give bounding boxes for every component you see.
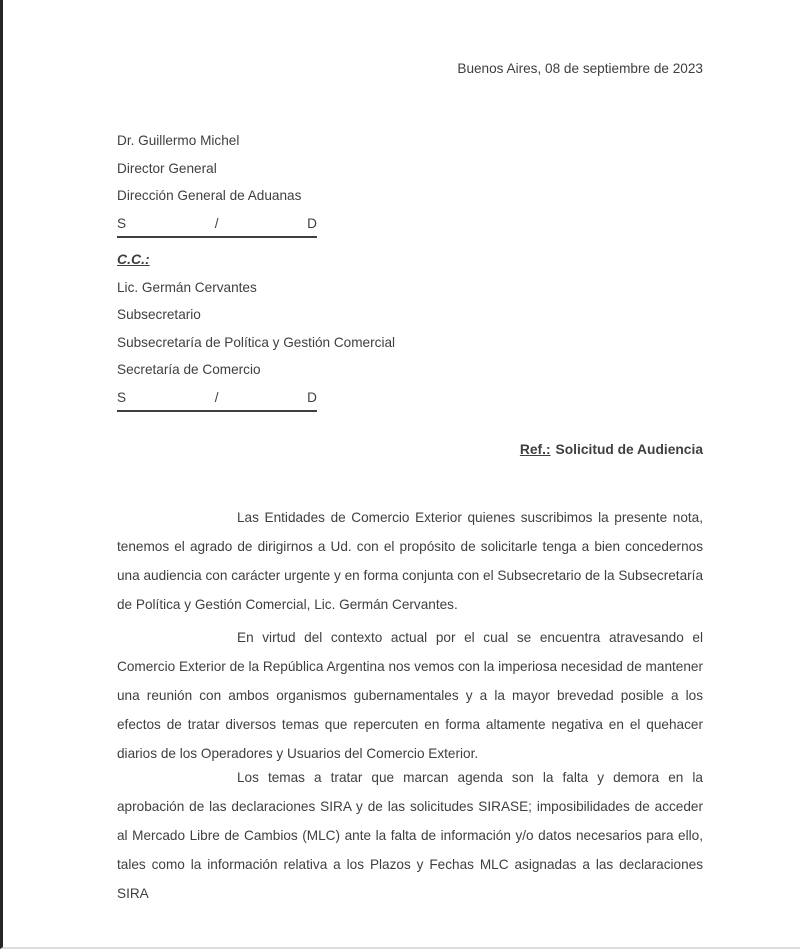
cc-title: Subsecretario: [117, 307, 201, 322]
body-paragraph-2: En virtud del contexto actual por el cual se encuentra atravesando el Comercio Exterior de la República Argentina nos vemos con la imperiosa necesidad de mantener una reunión con ambos organismos gubernamentales y a la mayor brevedad posible a los efectos de tratar diversos temas que repercuten en forma altamente negativa en el quehacer diarios de los Operadores y Usuarios del Comercio Exterior.: [117, 630, 703, 761]
sd-slash: /: [214, 389, 219, 405]
body-paragraph-3: Los temas a tratar que marcan agenda son la falta y demora en la aprobación de las declaraciones SIRA y de las solicitudes SIRASE; imposibilidades de acceder al Mercado Libre de Cambios (MLC) ante la falta de información y/o datos necesarios para ello, tales como la información relativa a los Plazos y Fechas MLC asignadas a las declaraciones SIRA: [117, 770, 703, 901]
cc-secretariat: Secretaría de Comercio: [117, 362, 261, 377]
sd-d: D: [307, 389, 317, 405]
sd-line: [117, 384, 703, 412]
sd-d: D: [307, 215, 317, 231]
reference-line: [117, 440, 703, 460]
cc-block: [117, 246, 703, 412]
date-line: Buenos Aires, 08 de septiembre de 2023: [457, 61, 703, 76]
sd-s: S: [117, 215, 127, 231]
sd-underline: [117, 211, 317, 238]
reference-label: Ref.:: [519, 442, 551, 457]
sd-line: [117, 210, 703, 238]
cc-name: Lic. Germán Cervantes: [117, 279, 257, 295]
sd-slash: /: [214, 215, 219, 231]
cc-office: Subsecretaría de Política y Gestión Comercial: [117, 334, 396, 350]
sd-underline: [117, 385, 317, 412]
recipient-block: [117, 127, 703, 238]
sd-s: S: [117, 389, 127, 405]
recipient-name: Dr. Guillermo Michel: [117, 133, 240, 148]
body-paragraph-1: Las Entidades de Comercio Exterior quienes suscribimos la presente nota, tenemos el agrado de dirigirnos a Ud. con el propósito de solicitarle tenga a bien concedernos una audiencia con carácter urgente y en forma conjunta con el Subsecretario de la Subsecretaría de Política y Gestión Comercial, Lic. Germán Cervantes.: [117, 510, 703, 612]
cc-label: C.C.:: [117, 251, 150, 267]
reference-subject: Solicitud de Audiencia: [555, 442, 703, 457]
recipient-title: Director General: [117, 160, 217, 176]
recipient-organization: Dirección General de Aduanas: [117, 188, 302, 203]
